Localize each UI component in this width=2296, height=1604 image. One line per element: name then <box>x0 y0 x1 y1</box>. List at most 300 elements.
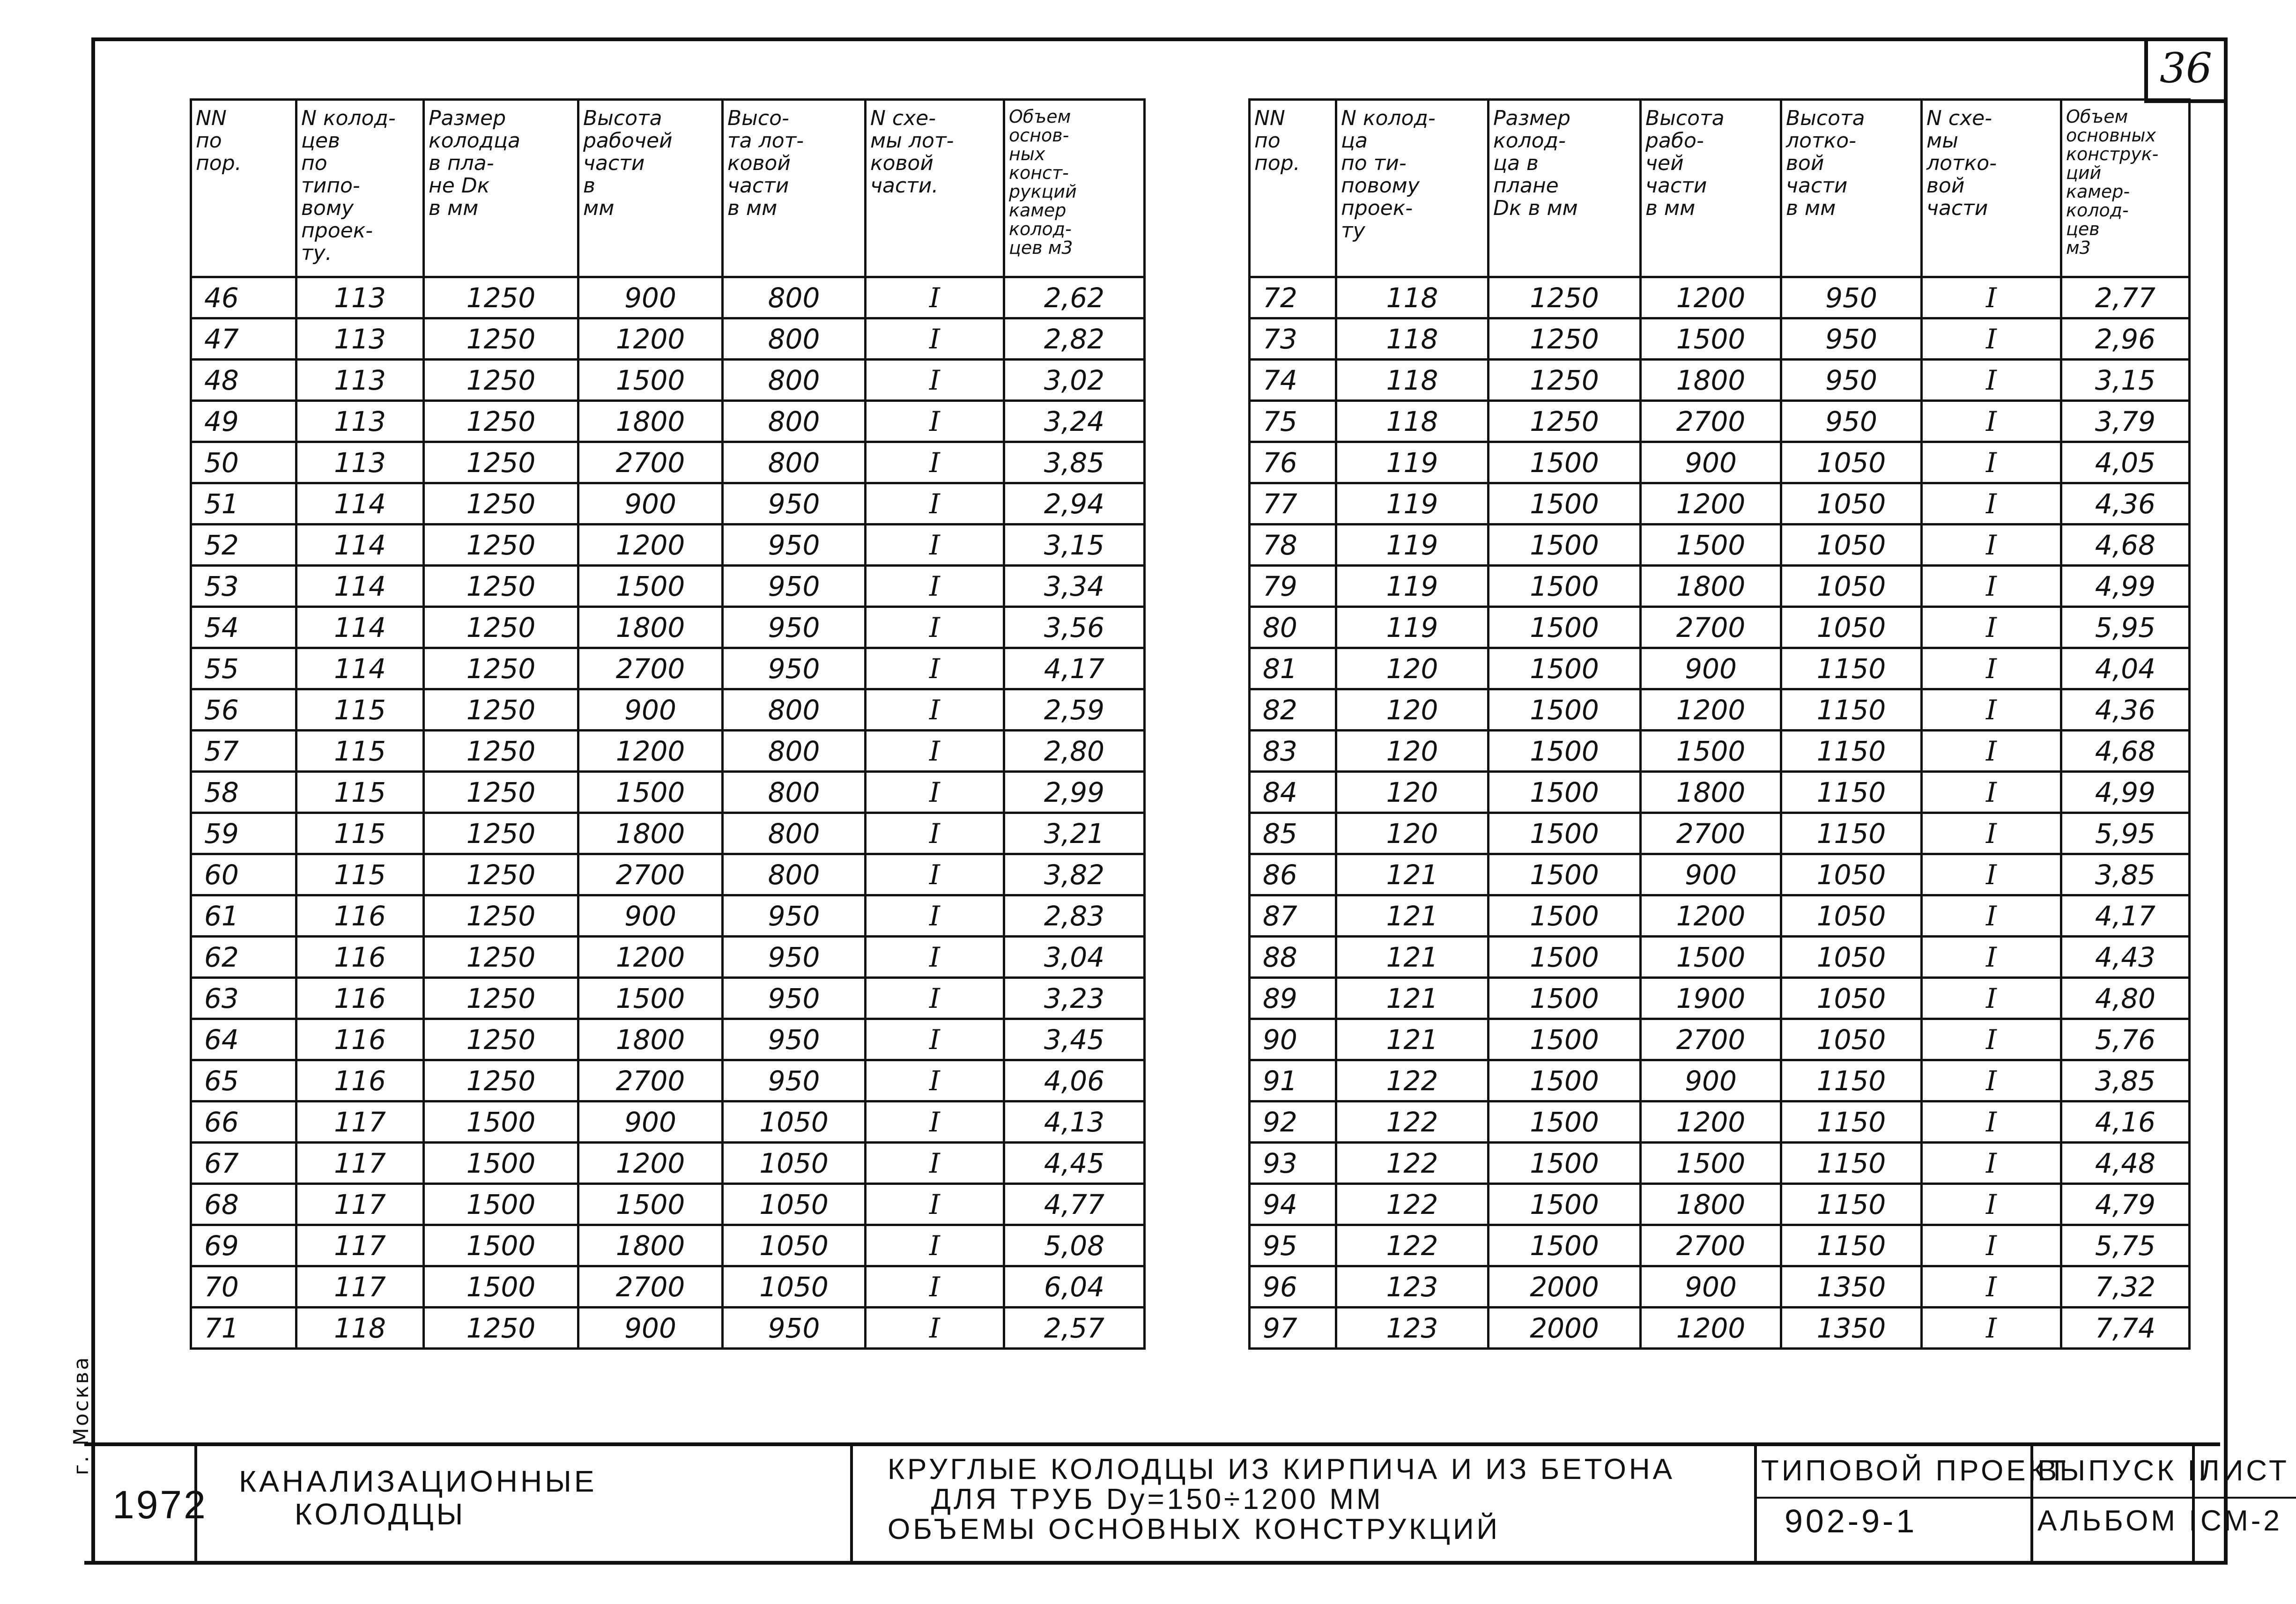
table-row <box>191 483 1145 525</box>
volumes-table-right <box>1248 98 2191 1350</box>
table-cell: 47 <box>191 318 296 360</box>
table-cell: 1250 <box>424 318 578 360</box>
table-cell: 3,23 <box>1004 978 1145 1019</box>
table-cell: 118 <box>1336 318 1489 360</box>
sheet-label: ЛИСТ <box>2200 1455 2289 1487</box>
table-cell: 121 <box>1336 1019 1489 1060</box>
table-cell: 950 <box>723 483 866 525</box>
table-cell: 122 <box>1336 1060 1489 1101</box>
table-cell: 2700 <box>578 1266 723 1308</box>
table-cell: 1250 <box>424 1019 578 1060</box>
table-cell: 1250 <box>1489 401 1641 442</box>
table-cell: 900 <box>578 277 723 318</box>
table-cell: 2,82 <box>1004 318 1145 360</box>
table-cell: 68 <box>191 1184 296 1225</box>
table-cell: I <box>1922 648 2061 689</box>
table-cell: 116 <box>296 1060 424 1101</box>
table-cell: 3,34 <box>1004 566 1145 607</box>
table-cell: 113 <box>296 360 424 401</box>
table-row <box>1250 1225 2190 1266</box>
table-cell: 1200 <box>1641 689 1781 731</box>
table-cell: 1150 <box>1781 1101 1922 1143</box>
table-cell: I <box>1922 854 2061 895</box>
table-cell: 1500 <box>1641 1143 1781 1184</box>
project-code: 902-9-1 <box>1785 1503 1918 1539</box>
table-row <box>191 1225 1145 1266</box>
table-cell: I <box>866 318 1004 360</box>
table-cell: 2,83 <box>1004 895 1145 937</box>
table-cell: 1500 <box>578 360 723 401</box>
table-cell: 121 <box>1336 937 1489 978</box>
table-cell: 92 <box>1250 1101 1336 1143</box>
table-cell: 82 <box>1250 689 1336 731</box>
table-cell: 117 <box>296 1101 424 1143</box>
table-cell: 1250 <box>424 360 578 401</box>
table-cell: 1500 <box>1489 854 1641 895</box>
table-cell: 1150 <box>1781 731 1922 772</box>
table-cell: 2,80 <box>1004 731 1145 772</box>
table-cell: 2700 <box>1641 401 1781 442</box>
table-cell: 87 <box>1250 895 1336 937</box>
table-cell: 800 <box>723 277 866 318</box>
col-header-tray-height: Высота лотко- вой части в мм <box>1781 100 1922 277</box>
table-cell: 1250 <box>1489 277 1641 318</box>
table-cell: I <box>866 607 1004 648</box>
table-cell: 119 <box>1336 442 1489 483</box>
table-cell: 1500 <box>1641 731 1781 772</box>
table-cell: 1050 <box>1781 566 1922 607</box>
table-cell: 1800 <box>578 1225 723 1266</box>
table-cell: 3,15 <box>1004 525 1145 566</box>
category: КАНАЛИЗАЦИОННЫЕ КОЛОДЦЫ <box>239 1464 597 1531</box>
table-cell: 4,36 <box>2061 689 2190 731</box>
table-cell: 4,68 <box>2061 525 2190 566</box>
table-cell: I <box>1922 1101 2061 1143</box>
table-cell: 2700 <box>578 854 723 895</box>
table-cell: I <box>866 689 1004 731</box>
table-cell: 800 <box>723 360 866 401</box>
table-cell: 3,04 <box>1004 937 1145 978</box>
table-cell: 800 <box>723 401 866 442</box>
table-cell: 63 <box>191 978 296 1019</box>
table-cell: I <box>866 1060 1004 1101</box>
table-cell: I <box>1922 607 2061 648</box>
table-cell: 1200 <box>578 731 723 772</box>
table-cell: I <box>1922 895 2061 937</box>
table-cell: 51 <box>191 483 296 525</box>
table-cell: 1200 <box>578 525 723 566</box>
table-cell: 115 <box>296 772 424 813</box>
table-cell: 79 <box>1250 566 1336 607</box>
table-row <box>1250 607 2190 648</box>
table-cell: I <box>1922 689 2061 731</box>
table-cell: 118 <box>1336 401 1489 442</box>
table-cell: 1500 <box>1489 937 1641 978</box>
table-cell: 1800 <box>1641 566 1781 607</box>
table-cell: 1250 <box>424 483 578 525</box>
table-cell: 1500 <box>424 1101 578 1143</box>
table-cell: I <box>866 483 1004 525</box>
table-cell: 78 <box>1250 525 1336 566</box>
table-cell: 1500 <box>1489 442 1641 483</box>
col-header-working-height: Высота рабочей части в мм <box>578 100 723 277</box>
table-row <box>1250 648 2190 689</box>
table-cell: 1250 <box>424 731 578 772</box>
table-cell: I <box>866 772 1004 813</box>
table-cell: 1200 <box>1641 895 1781 937</box>
table-cell: 3,85 <box>2061 854 2190 895</box>
table-cell: 4,48 <box>2061 1143 2190 1184</box>
table-cell: 1250 <box>424 772 578 813</box>
table-cell: 1500 <box>1489 978 1641 1019</box>
table-cell: 3,82 <box>1004 854 1145 895</box>
col-header-working-height: Высота рабо- чей части в мм <box>1641 100 1781 277</box>
table-cell: 64 <box>191 1019 296 1060</box>
table-cell: I <box>1922 978 2061 1019</box>
table-row <box>191 1308 1145 1349</box>
table-cell: 950 <box>723 566 866 607</box>
table-cell: 76 <box>1250 442 1336 483</box>
table-cell: 2700 <box>1641 813 1781 854</box>
table-cell: 80 <box>1250 607 1336 648</box>
table-cell: 1250 <box>424 1060 578 1101</box>
table-cell: I <box>1922 813 2061 854</box>
table-cell: 950 <box>723 1308 866 1349</box>
table-row <box>1250 731 2190 772</box>
table-cell: 1500 <box>1489 689 1641 731</box>
table-cell: 7,32 <box>2061 1266 2190 1308</box>
table-cell: 950 <box>723 1019 866 1060</box>
table-cell: 1500 <box>1489 1101 1641 1143</box>
table-cell: 117 <box>296 1184 424 1225</box>
table-cell: 70 <box>191 1266 296 1308</box>
table-cell: 800 <box>723 689 866 731</box>
table-cell: I <box>866 895 1004 937</box>
table-body-left <box>191 277 1145 1349</box>
table-cell: 1250 <box>424 895 578 937</box>
table-cell: 950 <box>1781 360 1922 401</box>
table-cell: 1500 <box>1489 607 1641 648</box>
table-row <box>191 607 1145 648</box>
table-cell: 950 <box>723 607 866 648</box>
table-cell: 1800 <box>1641 1184 1781 1225</box>
table-cell: 3,56 <box>1004 607 1145 648</box>
table-cell: 89 <box>1250 978 1336 1019</box>
table-cell: 118 <box>1336 360 1489 401</box>
col-header-plan-size: Размер колод- ца в плане Dк в мм <box>1489 100 1641 277</box>
table-cell: I <box>1922 318 2061 360</box>
project-label: ТИПОВОЙ ПРОЕКТ <box>1761 1455 2069 1487</box>
table-cell: 116 <box>296 978 424 1019</box>
table-cell: 2700 <box>578 648 723 689</box>
table-cell: 122 <box>1336 1101 1489 1143</box>
table-row <box>191 442 1145 483</box>
table-cell: 120 <box>1336 648 1489 689</box>
table-cell: 1800 <box>1641 772 1781 813</box>
table-cell: 3,15 <box>2061 360 2190 401</box>
table-cell: 1500 <box>1489 525 1641 566</box>
table-cell: 58 <box>191 772 296 813</box>
table-cell: 49 <box>191 401 296 442</box>
table-cell: 1500 <box>1489 483 1641 525</box>
table-row <box>191 854 1145 895</box>
table-cell: 72 <box>1250 277 1336 318</box>
table-cell: 60 <box>191 854 296 895</box>
table-cell: 55 <box>191 648 296 689</box>
table-row <box>1250 854 2190 895</box>
table-cell: 1250 <box>424 442 578 483</box>
table-cell: I <box>1922 1019 2061 1060</box>
table-cell: 1200 <box>1641 1308 1781 1349</box>
table-cell: 86 <box>1250 854 1336 895</box>
table-cell: 56 <box>191 689 296 731</box>
table-cell: 73 <box>1250 318 1336 360</box>
table-row <box>1250 813 2190 854</box>
table-cell: 121 <box>1336 895 1489 937</box>
table-cell: 3,85 <box>2061 1060 2190 1101</box>
table-cell: 950 <box>723 937 866 978</box>
table-cell: 1050 <box>1781 1019 1922 1060</box>
table-cell: 800 <box>723 772 866 813</box>
table-cell: I <box>866 978 1004 1019</box>
table-cell: I <box>1922 566 2061 607</box>
table-cell: 115 <box>296 813 424 854</box>
table-row <box>191 1266 1145 1308</box>
table-cell: I <box>866 1266 1004 1308</box>
table-cell: 2700 <box>1641 1019 1781 1060</box>
table-cell: 800 <box>723 854 866 895</box>
table-cell: 4,36 <box>2061 483 2190 525</box>
table-cell: 900 <box>578 689 723 731</box>
table-cell: 69 <box>191 1225 296 1266</box>
table-cell: 1150 <box>1781 1184 1922 1225</box>
table-cell: I <box>866 525 1004 566</box>
table-cell: 115 <box>296 854 424 895</box>
table-row <box>1250 1019 2190 1060</box>
table-cell: 950 <box>1781 318 1922 360</box>
table-cell: 1500 <box>1489 1060 1641 1101</box>
table-body-right <box>1250 277 2190 1349</box>
table-cell: 2,57 <box>1004 1308 1145 1349</box>
table-cell: I <box>866 360 1004 401</box>
table-cell: 96 <box>1250 1266 1336 1308</box>
table-cell: 93 <box>1250 1143 1336 1184</box>
table-cell: 53 <box>191 566 296 607</box>
volumes-table-left <box>190 98 1146 1350</box>
table-cell: 116 <box>296 937 424 978</box>
table-cell: 81 <box>1250 648 1336 689</box>
table-cell: 900 <box>1641 1266 1781 1308</box>
table-cell: 5,76 <box>2061 1019 2190 1060</box>
col-header-number: NN по пор. <box>1250 100 1336 277</box>
table-cell: 117 <box>296 1225 424 1266</box>
table-cell: 2,96 <box>2061 318 2190 360</box>
table-cell: 1500 <box>1489 1225 1641 1266</box>
table-cell: 1500 <box>1489 813 1641 854</box>
table-cell: 5,08 <box>1004 1225 1145 1266</box>
table-cell: 950 <box>723 895 866 937</box>
table-cell: 950 <box>723 648 866 689</box>
table-cell: 900 <box>578 1308 723 1349</box>
table-cell: 1500 <box>578 1184 723 1225</box>
col-header-well-type: N колод- цев по типо- вому проек- ту. <box>296 100 424 277</box>
table-cell: 1500 <box>1489 648 1641 689</box>
table-cell: 1200 <box>1641 483 1781 525</box>
table-cell: 800 <box>723 731 866 772</box>
table-cell: I <box>1922 1266 2061 1308</box>
table-cell: I <box>1922 1184 2061 1225</box>
table-cell: 1150 <box>1781 772 1922 813</box>
table-row <box>191 772 1145 813</box>
table-cell: 2700 <box>1641 1225 1781 1266</box>
table-cell: 3,21 <box>1004 813 1145 854</box>
table-cell: 800 <box>723 813 866 854</box>
table-cell: 1150 <box>1781 813 1922 854</box>
table-cell: I <box>866 1184 1004 1225</box>
table-cell: 1050 <box>1781 978 1922 1019</box>
table-cell: 67 <box>191 1143 296 1184</box>
table-cell: 122 <box>1336 1143 1489 1184</box>
table-cell: I <box>1922 1143 2061 1184</box>
table-cell: 4,99 <box>2061 566 2190 607</box>
table-cell: 114 <box>296 566 424 607</box>
table-row <box>1250 483 2190 525</box>
table-cell: 114 <box>296 648 424 689</box>
table-cell: 97 <box>1250 1308 1336 1349</box>
table-row <box>191 937 1145 978</box>
table-row <box>191 648 1145 689</box>
sheet-number: 36 <box>2160 44 2212 92</box>
table-cell: 1500 <box>424 1266 578 1308</box>
table-cell: 1500 <box>1641 318 1781 360</box>
table-cell: 4,06 <box>1004 1060 1145 1101</box>
table-cell: 115 <box>296 731 424 772</box>
table-cell: 94 <box>1250 1184 1336 1225</box>
table-cell: 950 <box>723 978 866 1019</box>
sheet-code: СМ-2 <box>2200 1505 2282 1537</box>
table-cell: 88 <box>1250 937 1336 978</box>
table-cell: 900 <box>1641 854 1781 895</box>
table-cell: I <box>866 648 1004 689</box>
table-cell: I <box>1922 731 2061 772</box>
table-cell: 2,77 <box>2061 277 2190 318</box>
table-cell: 900 <box>578 1101 723 1143</box>
table-cell: 120 <box>1336 772 1489 813</box>
table-cell: 90 <box>1250 1019 1336 1060</box>
table-cell: 900 <box>1641 1060 1781 1101</box>
table-cell: I <box>866 566 1004 607</box>
table-row <box>191 731 1145 772</box>
table-cell: I <box>866 854 1004 895</box>
table-cell: I <box>866 277 1004 318</box>
table-cell: 48 <box>191 360 296 401</box>
table-cell: 114 <box>296 607 424 648</box>
table-cell: 2000 <box>1489 1266 1641 1308</box>
table-cell: I <box>1922 1308 2061 1349</box>
table-row <box>191 360 1145 401</box>
table-cell: I <box>1922 401 2061 442</box>
table-cell: 4,17 <box>2061 895 2190 937</box>
table-cell: 123 <box>1336 1308 1489 1349</box>
sheet-number-box <box>2144 37 2224 103</box>
title-block-issue-cell <box>2030 1446 2209 1561</box>
table-cell: 113 <box>296 277 424 318</box>
table-cell: 2700 <box>1641 607 1781 648</box>
table-row <box>1250 689 2190 731</box>
table-cell: 119 <box>1336 525 1489 566</box>
table-cell: 950 <box>723 525 866 566</box>
table-row <box>1250 277 2190 318</box>
table-cell: 2700 <box>578 1060 723 1101</box>
table-cell: 1150 <box>1781 1143 1922 1184</box>
table-cell: I <box>1922 1225 2061 1266</box>
table-cell: 117 <box>296 1266 424 1308</box>
table-cell: 1800 <box>578 607 723 648</box>
album-label: АЛЬБОМ I <box>2037 1505 2200 1537</box>
table-row <box>191 401 1145 442</box>
table-cell: 4,04 <box>2061 648 2190 689</box>
table-cell: 3,79 <box>2061 401 2190 442</box>
table-cell: 113 <box>296 442 424 483</box>
table-row <box>1250 1101 2190 1143</box>
table-cell: 121 <box>1336 854 1489 895</box>
table-cell: 1500 <box>424 1184 578 1225</box>
table-cell: 57 <box>191 731 296 772</box>
table-cell: 74 <box>1250 360 1336 401</box>
table-cell: I <box>866 1225 1004 1266</box>
table-row <box>1250 1060 2190 1101</box>
table-cell: 4,43 <box>2061 937 2190 978</box>
table-cell: 1050 <box>1781 895 1922 937</box>
table-cell: 1500 <box>1489 1184 1641 1225</box>
table-cell: I <box>1922 1060 2061 1101</box>
table-cell: 1500 <box>1641 525 1781 566</box>
table-cell: I <box>1922 360 2061 401</box>
table-cell: 1150 <box>1781 1060 1922 1101</box>
table-cell: 116 <box>296 1019 424 1060</box>
table-cell: 1200 <box>578 318 723 360</box>
table-cell: 1250 <box>1489 360 1641 401</box>
table-cell: 121 <box>1336 978 1489 1019</box>
margin-stamp: г. Москва <box>69 1355 93 1475</box>
table-cell: 4,68 <box>2061 731 2190 772</box>
table-row <box>1250 937 2190 978</box>
title-block <box>84 1442 2289 1565</box>
table-cell: 1500 <box>578 772 723 813</box>
table-cell: I <box>1922 483 2061 525</box>
table-cell: 113 <box>296 401 424 442</box>
table-cell: 115 <box>296 689 424 731</box>
table-row <box>191 277 1145 318</box>
table-row <box>191 895 1145 937</box>
table-cell: I <box>866 731 1004 772</box>
table-row <box>1250 895 2190 937</box>
table-header-left <box>191 100 1145 277</box>
table-cell: 950 <box>1781 401 1922 442</box>
drawing-title: КРУГЛЫЕ КОЛОДЦЫ ИЗ КИРПИЧА И ИЗ БЕТОНА ДЛЯ ТРУБ Dу=150÷1200 ММ ОБЪЕМЫ ОСНОВНЫХ КОНСТРУКЦИЙ <box>888 1453 1675 1545</box>
table-cell: 119 <box>1336 607 1489 648</box>
table-cell: I <box>1922 772 2061 813</box>
table-cell: 118 <box>1336 277 1489 318</box>
table-cell: 84 <box>1250 772 1336 813</box>
table-cell: 117 <box>296 1143 424 1184</box>
table-cell: 52 <box>191 525 296 566</box>
table-cell: 1250 <box>424 813 578 854</box>
table-cell: 4,77 <box>1004 1184 1145 1225</box>
table-cell: I <box>866 1101 1004 1143</box>
table-cell: 1500 <box>1489 566 1641 607</box>
table-cell: 1500 <box>1489 1143 1641 1184</box>
